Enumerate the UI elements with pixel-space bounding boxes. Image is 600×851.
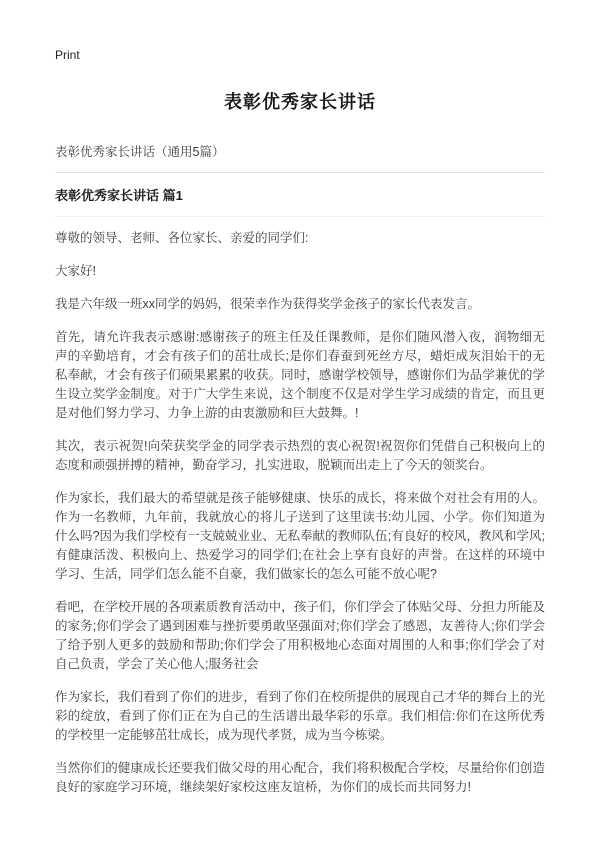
paragraph-salutation: 尊敬的领导、老师、各位家长、亲爱的同学们: [55,231,309,245]
print-button[interactable]: Print [55,48,80,62]
paragraph-closing: 当然你们的健康成长还要我们做父母的用心配合，我们将积极配合学校，尽量给你们创造良好的家庭学习环境，继续架好家校这座友谊桥，为你们的成长而共同努力! [55,761,545,794]
paragraph-thanks: 首先，请允许我表示感谢:感谢孩子的班主任及任课教师，是你们随风潜入夜，润物细无声的辛勤培育，才会有孩子们的茁壮成长;是你们春蚕到死丝方尽，蜡炬成灰泪始干的无私奉献，才会有孩子们硕果累累的收获。同时，感谢学校领导，感谢你们为品学兼优的学生设立奖学金制度。对于广大学生来说，这个制度不仅是对学生学习成绩的肯定，而且更是对他们努力学习、力争上游的由衷激励和巨大鼓舞。! [55,330,545,420]
paragraph-parent-hope: 作为家长，我们最大的希望就是孩子能够健康、快乐的成长，将来做个对社会有用的人。作为一名教师，九年前，我就放心的将儿子送到了这里读书:幼儿园、小学。你们知道为什么吗?因为我们学校有一支兢兢业业、无私奉献的教师队伍;有良好的校风，教风和学风;有健康活泼、积极向上、热爱学习的同学们;在社会上享有良好的声誉。在这样的环境中学习、生活，同学们怎么能不自豪，我们做家长的怎么可能不放心呢? [55,491,545,581]
paragraph-progress: 作为家长，我们看到了你们的进步，看到了你们在校所提供的展现自己才华的舞台上的光彩的绽放，看到了你们正在为自己的生活谱出最华彩的乐章。我们相信:你们在这所优秀的学校里一定能够茁壮成长，成为现代孝贤，成为当今栋梁。 [55,690,545,742]
document-body [55,229,545,797]
paragraph-school-activities: 看吧，在学校开展的各项素质教育活动中，孩子们，你们学会了体贴父母、分担力所能及的家务;你们学会了遇到困难与挫折要勇敢坚强面对;你们学会了感恩，友善待人;你们学会了给予别人更多的鼓励和帮助;你们学会了用积极地心态面对周围的人和事;你们学会了对自己负责，学会了关心他人;服务社会 [55,600,545,671]
paragraph-intro: 我是六年级一班xx同学的妈妈，很荣幸作为获得奖学金孩子的家长代表发言。 [55,297,481,311]
section-heading: 表彰优秀家长讲话 篇1 [55,173,545,217]
document-subtitle: 表彰优秀家长讲话（通用5篇） [55,138,545,173]
paragraph-congratulations: 其次，表示祝贺!向荣获奖学金的同学表示热烈的衷心祝贺!祝贺你们凭借自己积极向上的态度和顽强拼搏的精神，勤奋学习，扎实进取，脱颖而出走上了今天的领奖台。 [55,439,545,472]
paragraph-greeting: 大家好! [55,264,96,278]
page-title: 表彰优秀家长讲话 [224,92,376,112]
